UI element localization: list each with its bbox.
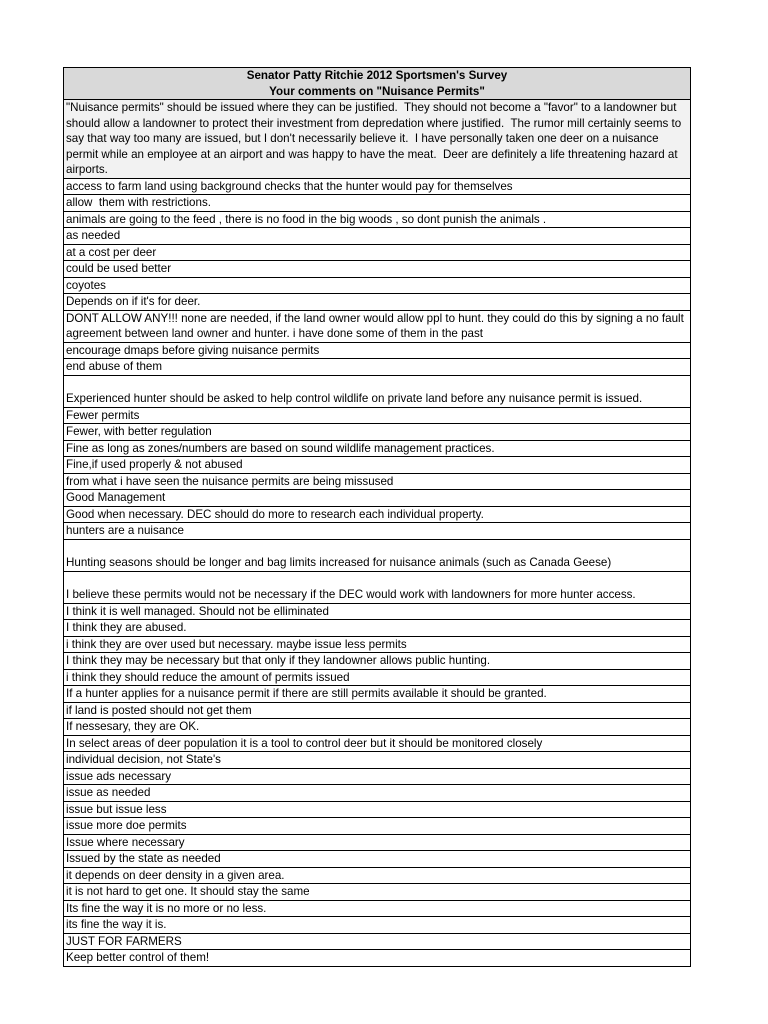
comment-row: coyotes <box>64 278 690 295</box>
comment-row: If a hunter applies for a nuisance permit if there are still permits available it should be granted. <box>64 686 690 703</box>
comment-rows <box>64 100 690 967</box>
comment-row: I believe these permits would not be necessary if the DEC would work with landowners for more hunter access. <box>64 572 690 604</box>
comment-row: it is not hard to get one. It should stay the same <box>64 884 690 901</box>
comment-row: JUST FOR FARMERS <box>64 934 690 951</box>
comment-row: Issue where necessary <box>64 835 690 852</box>
comment-row: at a cost per deer <box>64 245 690 262</box>
comment-row: access to farm land using background checks that the hunter would pay for themselves <box>64 179 690 196</box>
comment-row: its fine the way it is. <box>64 917 690 934</box>
comment-row: end abuse of them <box>64 359 690 376</box>
survey-title: Senator Patty Ritchie 2012 Sportsmen's Survey <box>246 69 508 82</box>
comment-row: animals are going to the feed , there is no food in the big woods , so dont punish the animals . <box>64 212 690 229</box>
comment-row: DONT ALLOW ANY!!! none are needed, if the land owner would allow ppl to hunt. they could do this by signing a no fault agreement between land owner and hunter. i have done some of them in the past <box>64 311 690 343</box>
comment-row: Good when necessary. DEC should do more to research each individual property. <box>64 507 690 524</box>
comment-row: Good Management <box>64 490 690 507</box>
comment-row: it depends on deer density in a given area. <box>64 868 690 885</box>
comment-row: hunters are a nuisance <box>64 523 690 540</box>
comment-row: if land is posted should not get them <box>64 703 690 720</box>
comment-row: Fewer, with better regulation <box>64 424 690 441</box>
comment-row: Fine as long as zones/numbers are based on sound wildlife management practices. <box>64 441 690 458</box>
comment-row: I think it is well managed. Should not be elliminated <box>64 604 690 621</box>
comment-row: Keep better control of them! <box>64 950 690 967</box>
comment-row: issue but issue less <box>64 802 690 819</box>
table-header <box>64 68 690 100</box>
comment-row: Hunting seasons should be longer and bag limits increased for nuisance animals (such as Canada Geese) <box>64 540 690 572</box>
comment-row: allow them with restrictions. <box>64 195 690 212</box>
comment-row: i think they are over used but necessary. maybe issue less permits <box>64 637 690 654</box>
comment-row: I think they are abused. <box>64 620 690 637</box>
comment-row: "Nuisance permits" should be issued where they can be justified. They should not become a "favor" to a landowner but should allow a landowner to protect their investment from depredation where justified. The rumor mill certainly seems to say that way too many are issued, but I don't necessarily believe it. I have personally taken one deer on a nuisance permit while an employee at an airport and was happy to have the meat. Deer are definitely a life threatening hazard at airports. <box>64 100 690 179</box>
survey-table <box>63 67 691 967</box>
comment-row: If nessesary, they are OK. <box>64 719 690 736</box>
comment-row: i think they should reduce the amount of permits issued <box>64 670 690 687</box>
comment-row: as needed <box>64 228 690 245</box>
comment-row: Depends on if it's for deer. <box>64 294 690 311</box>
comment-row: Fine,if used properly & not abused <box>64 457 690 474</box>
comment-row: issue ads necessary <box>64 769 690 786</box>
comment-row: issue more doe permits <box>64 818 690 835</box>
comment-row: In select areas of deer population it is a tool to control deer but it should be monitored closely <box>64 736 690 753</box>
comment-row: Experienced hunter should be asked to help control wildlife on private land before any nuisance permit is issued. <box>64 376 690 408</box>
comment-row: issue as needed <box>64 785 690 802</box>
comment-row: individual decision, not State's <box>64 752 690 769</box>
comment-row: Fewer permits <box>64 408 690 425</box>
comment-row: could be used better <box>64 261 690 278</box>
comment-row: Issued by the state as needed <box>64 851 690 868</box>
survey-subtitle: Your comments on "Nuisance Permits" <box>269 84 485 98</box>
comment-row: I think they may be necessary but that only if they landowner allows public hunting. <box>64 653 690 670</box>
comment-row: from what i have seen the nuisance permits are being missused <box>64 474 690 491</box>
comment-row: Its fine the way it is no more or no less. <box>64 901 690 918</box>
comment-row: encourage dmaps before giving nuisance permits <box>64 343 690 360</box>
